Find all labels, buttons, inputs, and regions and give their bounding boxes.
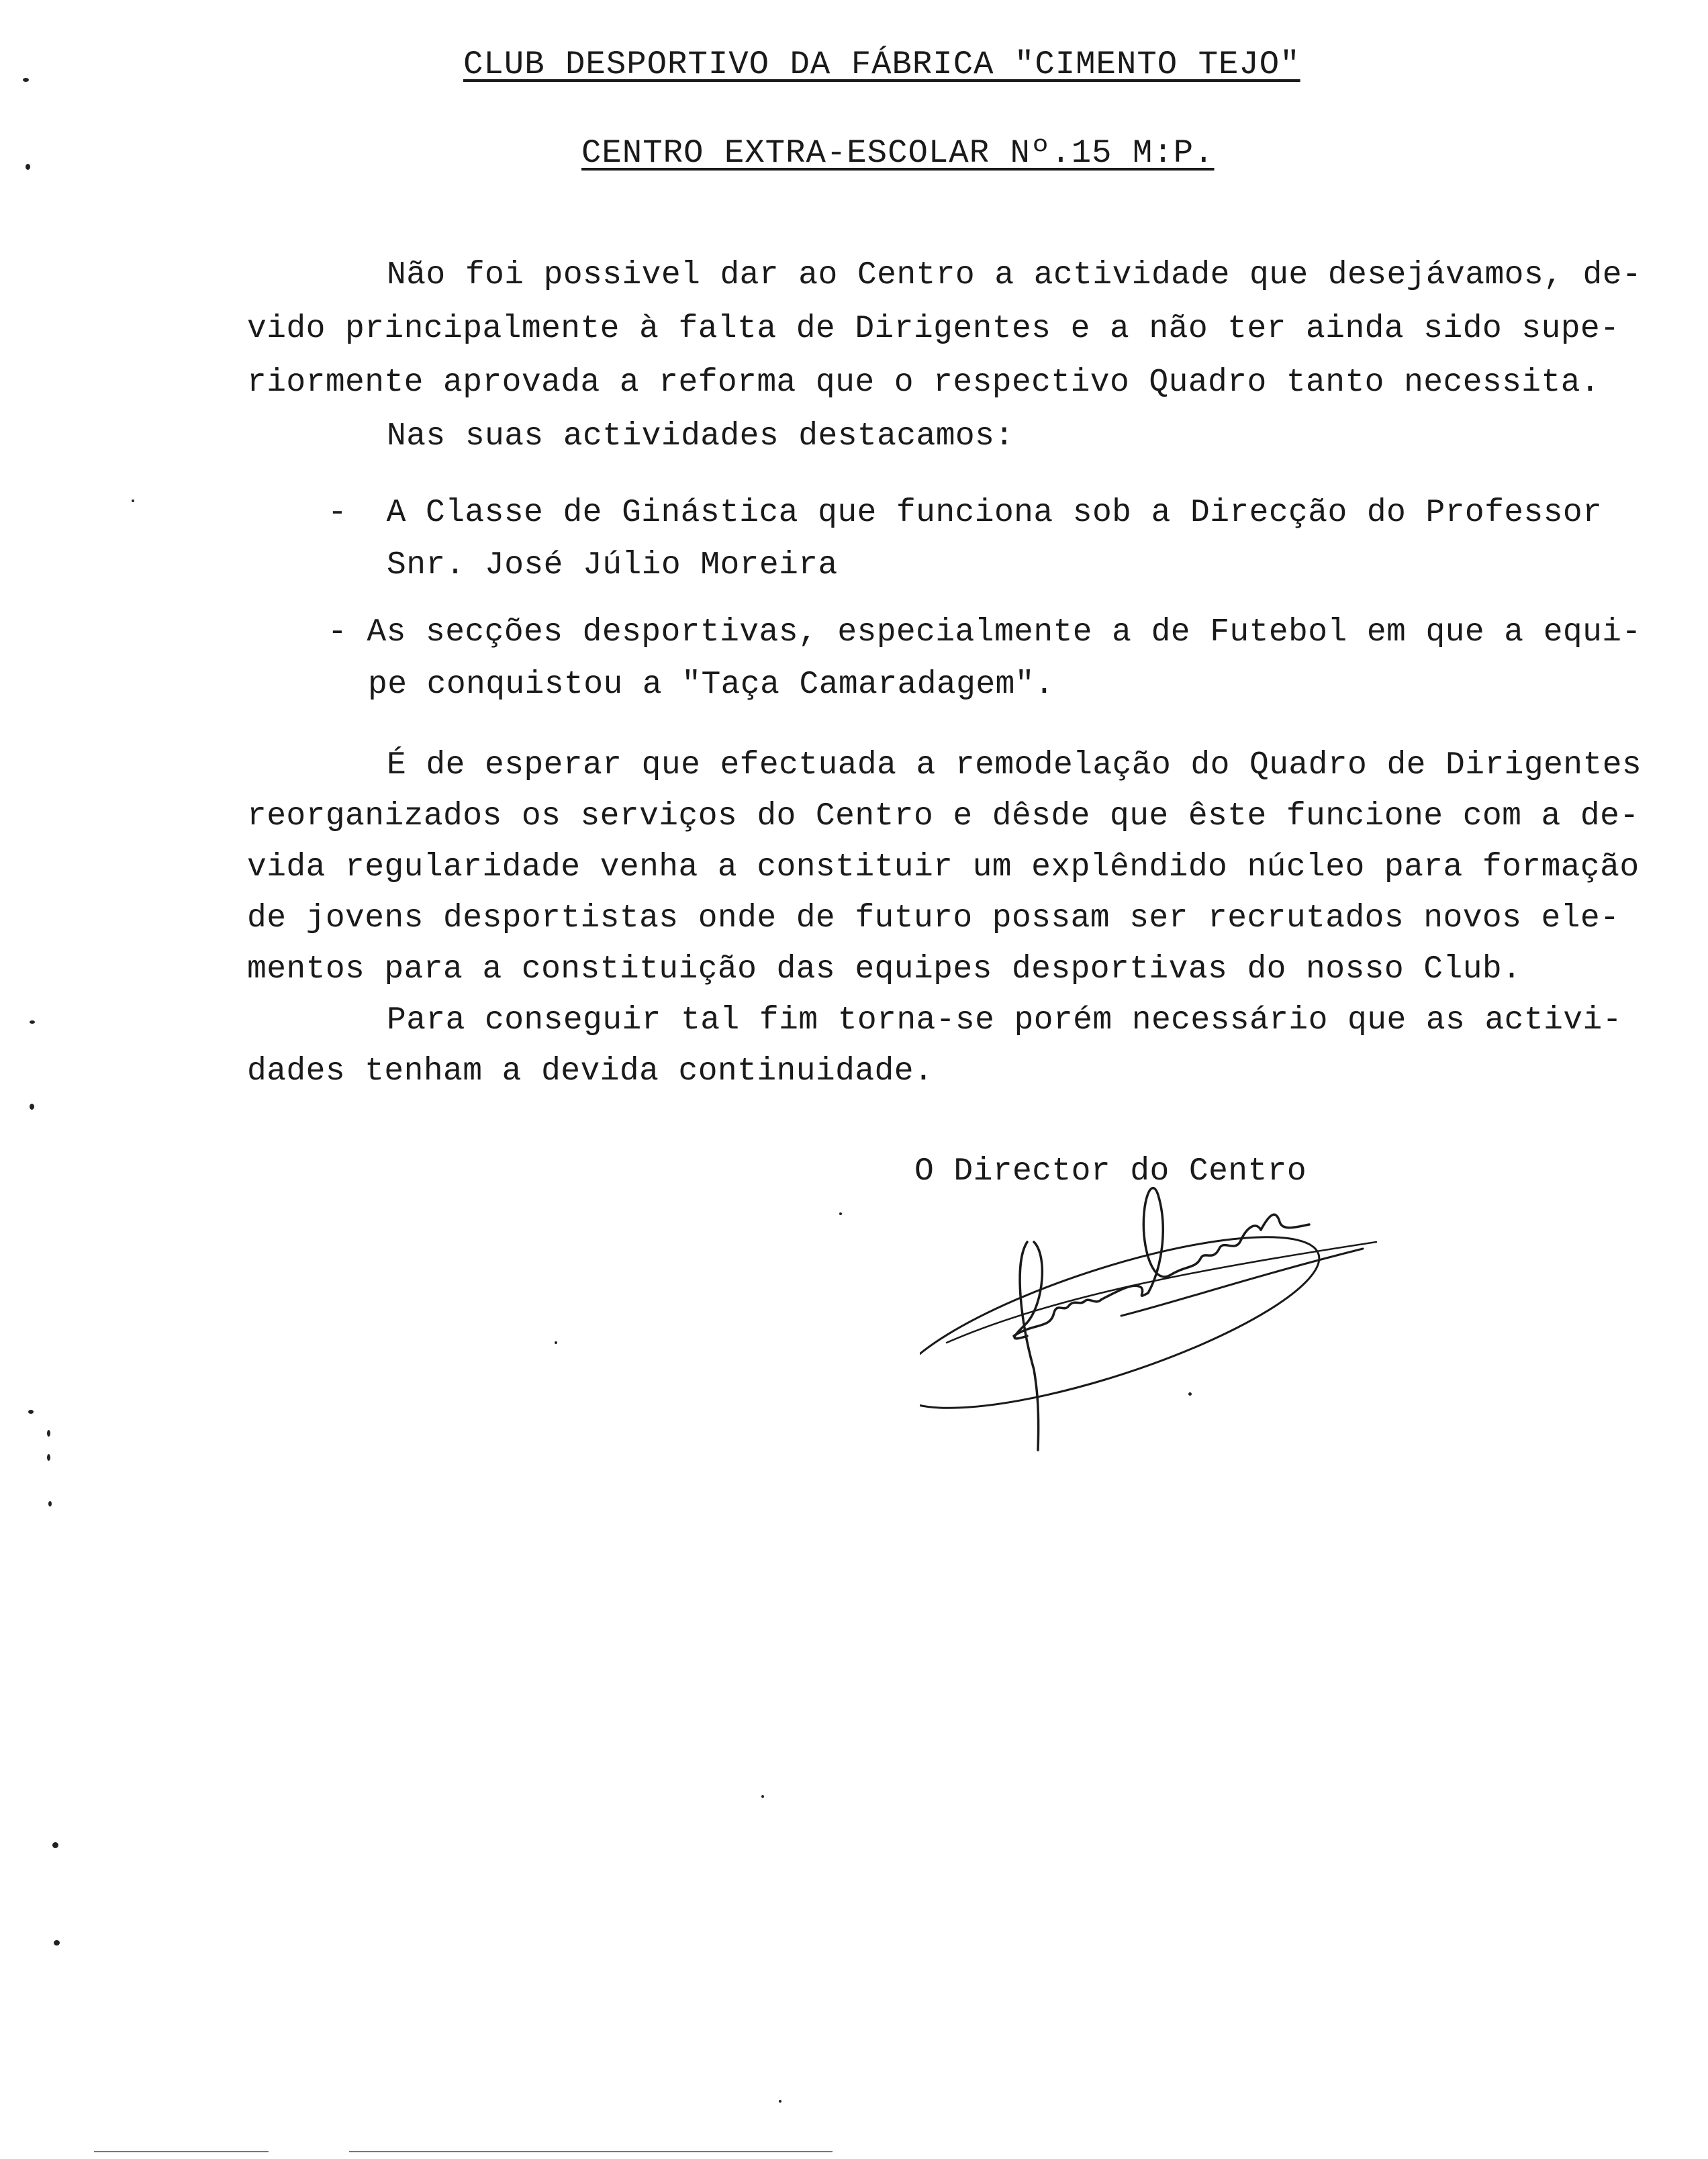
- scan-speck: [30, 1104, 34, 1110]
- body-line: Para conseguir tal fim torna-se porém necessário que as activi-: [387, 1002, 1622, 1039]
- letter-title-club: CLUB DESPORTIVO DA FÁBRICA "CIMENTO TEJO": [463, 46, 1300, 83]
- list-item-gymnastics: - A Classe de Ginástica que funciona sob a Direcção do Professor: [328, 495, 1603, 531]
- scan-speck: [47, 1430, 50, 1437]
- scan-speck: [54, 1940, 60, 1946]
- letter-title-centre: CENTRO EXTRA-ESCOLAR Nº.15 M:P.: [581, 134, 1215, 172]
- body-line: Não foi possivel dar ao Centro a actividade que desejávamos, de-: [387, 257, 1642, 293]
- signature-label: O Director do Centro: [914, 1153, 1307, 1190]
- body-line: riormente aprovada a reforma que o respectivo Quadro tanto necessita.: [247, 365, 1601, 401]
- list-item-sports-cont: pe conquistou a "Taça Camaradagem".: [368, 667, 1055, 703]
- body-line: É de esperar que efectuada a remodelação do Quadro de Dirigentes: [387, 747, 1642, 783]
- scan-speck: [1188, 1392, 1192, 1396]
- scan-speck: [30, 1020, 35, 1024]
- scan-edge-line: [349, 2151, 833, 2152]
- body-line: vida regularidade venha a constituir um explêndido núcleo para formação: [247, 849, 1640, 885]
- list-item-gymnastics-cont: Snr. José Júlio Moreira: [387, 547, 838, 583]
- scan-speck: [779, 2100, 781, 2103]
- body-line: mentos para a constituição das equipes desportivas do nosso Club.: [247, 951, 1522, 988]
- body-line: reorganizados os serviços do Centro e dêsde que êste funcione com a de-: [247, 798, 1640, 834]
- body-line: dades tenham a devida continuidade.: [247, 1053, 934, 1090]
- scan-speck: [26, 164, 30, 170]
- scan-speck: [23, 78, 29, 82]
- scan-speck: [761, 1795, 764, 1798]
- body-line: de jovens desportistas onde de futuro possam ser recrutados novos ele-: [247, 900, 1620, 937]
- scan-speck: [48, 1501, 52, 1506]
- scan-speck: [555, 1341, 557, 1344]
- scan-speck: [839, 1212, 842, 1215]
- scan-speck: [28, 1410, 34, 1414]
- scan-speck: [132, 499, 134, 502]
- body-line: Nas suas actividades destacamos:: [387, 418, 1014, 454]
- scan-edge-line: [94, 2151, 269, 2152]
- body-line: vido principalmente à falta de Dirigentes e a não ter ainda sido supe-: [247, 311, 1620, 347]
- scan-speck: [52, 1842, 58, 1848]
- handwritten-signature: [920, 1168, 1403, 1490]
- scan-speck: [47, 1454, 50, 1461]
- list-item-sports: - As secções desportivas, especialmente a de Futebol em que a equi-: [328, 614, 1642, 651]
